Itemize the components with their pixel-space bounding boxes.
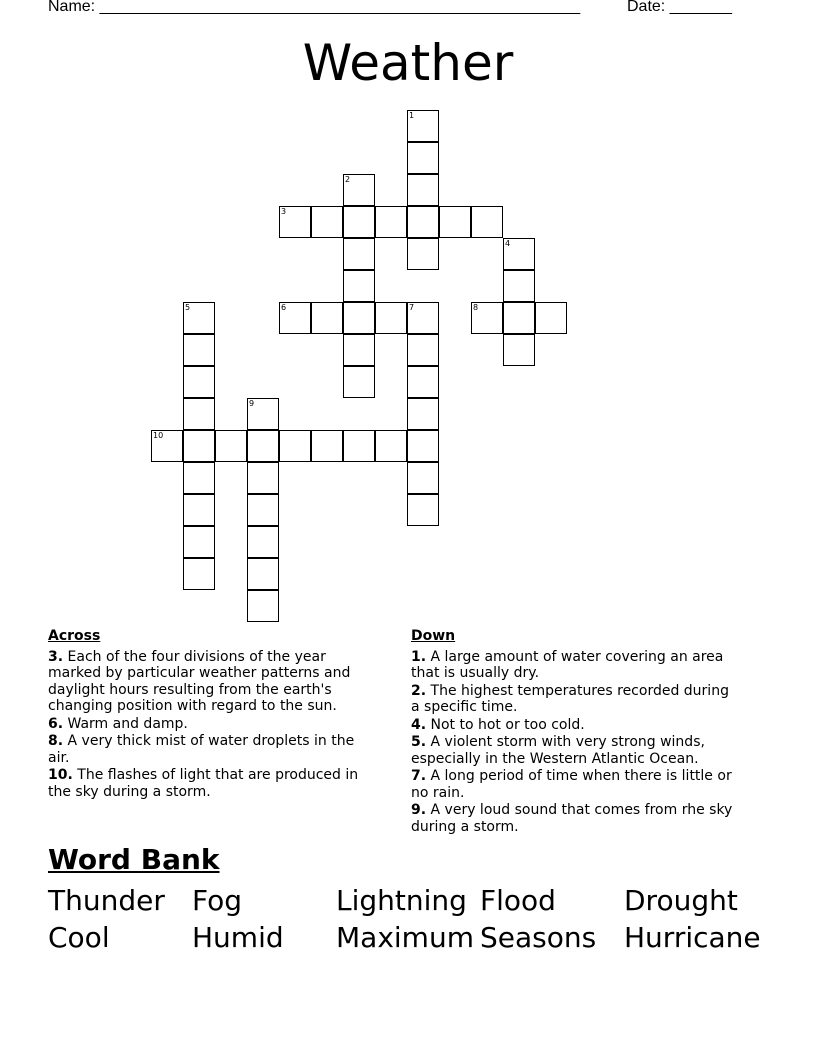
crossword-cell[interactable] [311,302,343,334]
clue-across-6 [48,716,378,733]
across-clues [48,628,378,801]
crossword-cell[interactable] [247,526,279,558]
crossword-cell[interactable] [407,142,439,174]
crossword-cell[interactable] [247,462,279,494]
crossword-cell[interactable] [407,398,439,430]
clue-number: 9. [411,802,427,818]
crossword-cell[interactable] [183,334,215,366]
clue-number-label: 6 [281,303,287,312]
crossword-cell[interactable] [503,334,535,366]
clue-number-label: 9 [249,399,255,408]
crossword-cell[interactable] [343,206,375,238]
down-heading: Down [411,628,456,644]
word-bank-item: Humid [192,921,284,954]
word-bank-item: Flood [480,884,556,917]
crossword-cell[interactable] [407,462,439,494]
crossword-cell[interactable] [183,494,215,526]
crossword-cell[interactable] [375,206,407,238]
crossword-cell[interactable] [375,302,407,334]
crossword-cell[interactable] [247,398,279,430]
crossword-cell[interactable] [215,430,247,462]
crossword-cell[interactable] [407,334,439,366]
clue-number-label: 4 [505,239,511,248]
crossword-cell[interactable] [439,206,471,238]
clue-text: A long period of time when there is little or no rain. [411,768,732,801]
across-heading: Across [48,628,101,644]
crossword-cell[interactable] [247,558,279,590]
clue-number: 3. [48,648,64,665]
clue-number-label: 10 [153,431,164,440]
down-clues [411,628,741,836]
crossword-cell[interactable] [343,270,375,302]
clue-number-label: 7 [409,303,415,312]
word-bank-item: Fog [192,884,243,917]
word-bank-heading: Word Bank [48,843,220,876]
clue-number: 6. [48,715,64,732]
clue-text: A very thick mist of water droplets in the air. [48,733,355,766]
crossword-cell[interactable] [343,430,375,462]
clue-number-label: 5 [185,303,191,312]
clue-number-label: 1 [409,111,415,120]
clue-number: 8. [48,733,64,749]
crossword-cell[interactable] [407,302,439,334]
crossword-cell[interactable] [343,174,375,206]
name-field[interactable]: Name: ______________________________________________________ [48,0,581,15]
clue-number-label: 2 [345,175,351,184]
clue-number: 1. [411,648,427,665]
crossword-cell[interactable] [183,398,215,430]
crossword-cell[interactable] [407,366,439,398]
crossword-cell[interactable] [279,430,311,462]
word-bank-item: Lightning [336,884,467,917]
clue-number: 7. [411,768,427,784]
crossword-cell[interactable] [343,238,375,270]
clue-number-label: 3 [281,207,287,216]
crossword-cell[interactable] [503,270,535,302]
crossword-cell[interactable] [183,430,215,462]
clue-across-3 [48,649,378,715]
crossword-cell[interactable] [407,110,439,142]
date-field[interactable]: Date: _______ [627,0,732,15]
crossword-cell[interactable] [535,302,567,334]
clue-number: 10. [48,767,73,783]
crossword-cell[interactable] [503,238,535,270]
crossword-cell[interactable] [183,366,215,398]
crossword-cell[interactable] [279,302,311,334]
crossword-cell[interactable] [343,302,375,334]
clue-number: 5. [411,734,427,750]
crossword-cell[interactable] [311,206,343,238]
crossword-cell[interactable] [183,526,215,558]
word-bank-item: Drought [624,884,738,917]
clue-text: A large amount of water covering an area that is usually dry. [411,648,724,681]
crossword-cell[interactable] [503,302,535,334]
crossword-cell[interactable] [407,174,439,206]
crossword-cell[interactable] [343,334,375,366]
clue-text: The highest temperatures recorded during a specific time. [411,682,729,715]
crossword-cell[interactable] [407,430,439,462]
crossword-cell[interactable] [407,494,439,526]
crossword-cell[interactable] [343,366,375,398]
crossword-cell[interactable] [247,494,279,526]
crossword-cell[interactable] [247,430,279,462]
crossword-cell[interactable] [407,206,439,238]
crossword-cell[interactable] [407,238,439,270]
clue-text: Not to hot or too cold. [430,716,585,733]
clue-text: A very loud sound that comes from rhe sky during a storm. [411,802,733,835]
clue-number-label: 8 [473,303,479,312]
crossword-cell[interactable] [247,590,279,622]
word-bank-item: Hurricane [624,921,761,954]
word-bank-item: Maximum [336,921,474,954]
crossword-cell[interactable] [183,462,215,494]
clue-across-8 [48,733,378,766]
crossword-cell[interactable] [183,558,215,590]
clue-down-2 [411,683,741,716]
clue-number: 4. [411,716,427,733]
word-bank-item: Cool [48,921,110,954]
page-title: Weather [302,34,514,92]
crossword-cell[interactable] [471,206,503,238]
crossword-cell[interactable] [279,206,311,238]
clue-down-4 [411,717,741,734]
clue-number: 2. [411,682,427,699]
clue-text: The flashes of light that are produced in the sky during a storm. [48,767,359,800]
crossword-cell[interactable] [183,302,215,334]
crossword-cell[interactable] [471,302,503,334]
crossword-cell[interactable] [311,430,343,462]
word-bank-item: Thunder [48,884,165,917]
clue-text: Warm and damp. [67,715,188,732]
clue-text: Each of the four divisions of the year marked by particular weather patterns and daylight hours resulting from the earth's changing position with regard to the sun. [48,648,351,714]
clue-text: A violent storm with very strong winds, especially in the Western Atlantic Ocean. [411,734,705,767]
clue-down-1 [411,649,741,682]
clue-down-9 [411,802,741,835]
clue-down-5 [411,734,741,767]
crossword-cell[interactable] [375,430,407,462]
clue-across-10 [48,767,378,800]
word-bank-item: Seasons [480,921,597,954]
crossword-cell[interactable] [151,430,183,462]
clue-down-7 [411,768,741,801]
